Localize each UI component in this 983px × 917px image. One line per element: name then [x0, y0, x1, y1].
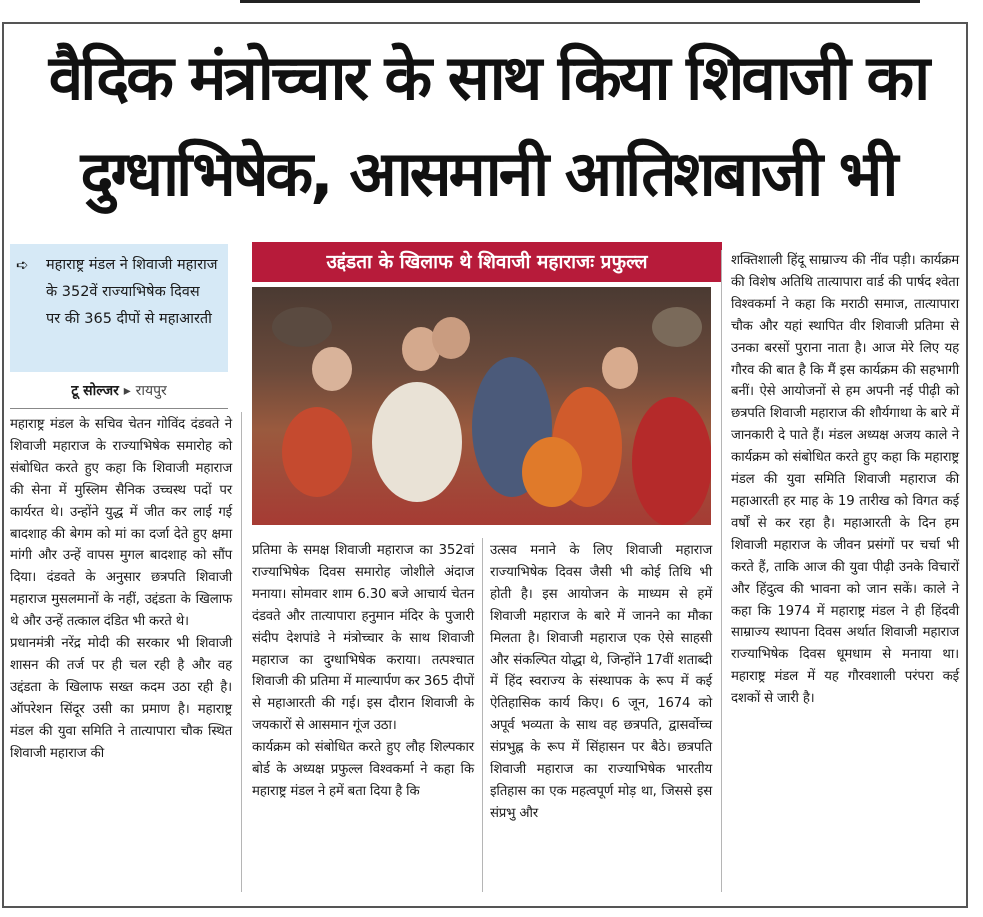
- article-column-2: प्रतिमा के समक्ष शिवाजी महाराज का 352वां राज्याभिषेक दिवस समारोह जोशीले अंदाज मनाया। सोमवार शाम 6.30 बजे आचार्य चेतन दंडवते और तात्यापारा हनुमान मंदिर के पुजारी संदीप देशपांडे ने मंत्रोच्चार के साथ शिवाजी महाराज का दुग्धाभिषेक कराया। तत्पश्चात शिवाजी की प्रतिमा में माल्यार्पण कर 365 दीपों से महाआरती की गई। इस दौरान शिवाजी के जयकारों से आसमान गूंज उठा। कार्यक्रम को संबोधित करते हुए लौह शिल्पकार बोर्ड के अध्यक्ष प्रफुल्ल विश्वकर्मा ने कहा कि महाराष्ट्र मंडल ने हमें बता दिया है कि: [252, 543, 474, 799]
- highlight-box: [10, 244, 228, 372]
- byline-separator: ▸: [123, 383, 131, 399]
- highlight-text: महाराष्ट्र मंडल ने शिवाजी महाराज के 352वें राज्याभिषेक दिवस पर की 365 दीपों से महाआरती: [46, 257, 218, 327]
- article-column-1: महाराष्ट्र मंडल के सचिव चेतन गोविंद दंडवते ने शिवाजी महाराज के राज्याभिषेक समारोह को संबोधित करते हुए कहा कि शिवाजी महाराज की सेना में मुस्लिम सैनिक उच्चस्थ पदों पर कार्यरत थे। उन्होंने युद्ध में जीत कर लाई गई बादशाह की बेगम को मां का दर्जा देते हुए क्षमा मांगी और उन्हें वापस मुगल बादशाह को सौंप दिया। दंडवते के अनुसार छत्रपति शिवाजी महाराज मुसलमानों के नहीं, उद्दंडता के खिलाफ थे और उन्हें तत्काल दंडित भी करते थे। प्रधानमंत्री नरेंद्र मोदी की सरकार भी शिवाजी शासन की तर्ज पर ही चल रही है और वह उद्दंडता के खिलाफ सख्त कदम उठा रही है। ऑपरेशन सिंदूर उसी का प्रमाण है। महाराष्ट्र मंडल की युवा समिति ने तात्यापारा चौक स्थित शिवाजी महाराज की: [10, 417, 232, 761]
- byline-rule: [10, 408, 228, 409]
- byline-place: रायपुर: [135, 383, 167, 399]
- byline: [10, 381, 228, 400]
- byline-source: टू सोल्जर: [71, 383, 119, 399]
- column-divider: [721, 250, 722, 892]
- event-photo: [252, 287, 711, 525]
- subhead-banner: उद्दंडता के खिलाफ थे शिवाजी महाराजः प्रफुल्ल: [252, 242, 722, 282]
- article-column-4: शक्तिशाली हिंदू साम्राज्य की नींव पड़ी। कार्यक्रम की विशेष अतिथि तात्यापारा वार्ड की पार्षद श्वेता विश्वकर्मा ने कहा कि मराठी समाज, तात्यापारा चौक और यहां स्थापित वीर शिवाजी प्रतिमा से उनका बरसों पुराना नाता है। आज मेरे लिए यह गौरव की बात है कि मैं इस कार्यक्रम की सहभागी बनीं। ऐसे आयोजनों से हम अपनी नई पीढ़ी को छत्रपति शिवाजी महाराज की शौर्यगाथा के बारे में जानकारी दे पाते हैं। मंडल अध्यक्ष अजय काले ने कार्यक्रम को संबोधित करते हुए कहा कि महाराष्ट्र मंडल की युवा समिति शिवाजी महाराज की महाआरती हर माह के 19 तारीख को विगत कई वर्षों से कर रहा है। महाआरती के दिन हम शिवाजी महाराज के जीवन प्रसंगों पर चर्चा भी करते हैं, ताकि आज की युवा पीढ़ी उनके विचारों और हिंदुत्व की भावना को जान सकें। काले ने कहा कि 1974 में महाराष्ट्र मंडल ने ही हिंदवी साम्राज्य स्थापना दिवस अर्थात शिवाजी महाराज राज्याभिषेक दिवस धूमधाम से मनाया था। महाराष्ट्र मंडल में यह गौरवशाली परंपरा कई दशकों से जारी है।: [731, 253, 959, 707]
- column-divider: [482, 538, 483, 892]
- article-column-3: उत्सव मनाने के लिए शिवाजी महाराज राज्याभिषेक दिवस जैसी भी कोई तिथि भी होती है। इस आयोजन के माध्यम से हमें शिवाजी महाराज के बारे में जानने का मौका मिलता है। शिवाजी महाराज एक ऐसे साहसी और संकल्पित योद्धा थे, जिन्होंने 17वीं शताब्दी में हिंद स्वराज्य के संस्थापक के रूप में कई ऐतिहासिक कार्य किए। 6 जून, 1674 को अपूर्व भव्यता के साथ वह छत्रपति, द्वासर्वोच्च संप्रभुह्न के रूप में सिंहासन पर बैठे। छत्रपति शिवाजी महाराज का राज्याभिषेक भारतीय इतिहास का एक महत्वपूर्ण मोड़ था, जिससे इस संप्रभु और: [490, 543, 712, 821]
- arrow-right-icon: ➪: [16, 256, 29, 274]
- top-rule: [240, 0, 920, 3]
- headline: वैदिक मंत्रोच्चार के साथ किया शिवाजी का दुग्धाभिषेक, आसमानी आतिशबाजी भी: [48, 41, 928, 210]
- column-divider: [241, 412, 242, 892]
